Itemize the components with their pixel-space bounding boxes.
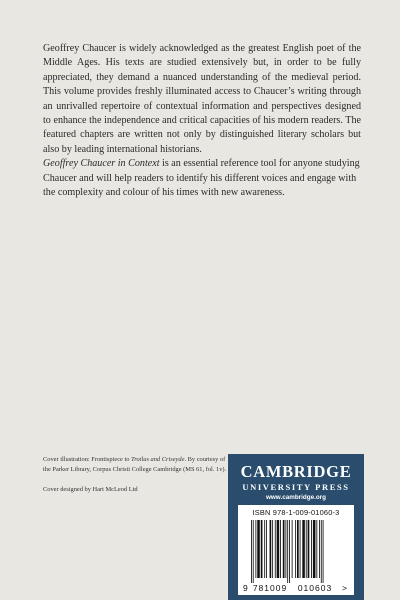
barcode-bar: [275, 520, 276, 578]
barcode-bar: [297, 520, 299, 578]
publisher-subtitle: UNIVERSITY PRESS: [242, 482, 350, 492]
barcode-bar: [277, 520, 280, 578]
barcode-bar: [300, 520, 301, 578]
blurb-paragraph-2-text: is an essential reference tool for anyone studying Chaucer and will help readers to identify his different voices and engage with the complexity and colour of his times with new awareness.: [43, 158, 360, 199]
publisher-box: [228, 454, 364, 600]
barcode-bar: [280, 520, 281, 578]
barcode-bar: [251, 520, 252, 583]
credit-work-title: Troilus and Criseyde: [131, 456, 185, 463]
barcode-bar: [302, 520, 305, 578]
cover-illustration-credit: [43, 455, 233, 475]
cover-designer-credit: Cover designed by Hart McLeod Ltd: [43, 486, 138, 494]
barcode-bar: [264, 520, 265, 578]
publisher-name: CAMBRIDGE: [240, 462, 352, 481]
barcode-bar: [306, 520, 307, 578]
isbn-label: ISBN 978-1-009-01060-3: [252, 508, 340, 517]
barcode-bar: [295, 520, 296, 578]
barcode-bar: [253, 520, 254, 583]
barcode-card: [238, 505, 354, 595]
barcode-arrow: >: [342, 583, 347, 593]
barcode-digits-right: 010603: [297, 583, 333, 593]
barcode-bar: [313, 520, 316, 578]
barcode-bar: [289, 520, 290, 583]
barcode-bar: [316, 520, 317, 578]
cover-credits: [43, 455, 233, 496]
blurb-paragraph-1: Geoffrey Chaucer is widely acknowledged as the greatest English poet of the Middle Ages. His texts are studied extensively but, in order to be fully appreciated, they demand a nuanced understanding of the medieval period. This volume provides freshly illuminated access to Chaucer’s writing through an unrivalled repertoire of contextual information and perspectives designed to enhance the independence and critical capacities of his modern readers. The featured chapters are written not only by distinguished literary scholars but also by leading international historians.: [43, 43, 361, 155]
credit-prefix: Cover illustration: Frontispiece to: [43, 456, 132, 463]
credit-suffix: . By courtesy of the Parker Library, Corpus Christi College Cambridge (MS 61, fol. 1v).: [43, 456, 227, 474]
barcode-bar: [266, 520, 267, 578]
barcode-bar: [308, 520, 310, 578]
barcode-bar: [285, 520, 286, 578]
blurb-paragraph-2: [43, 157, 361, 200]
barcode-bar: [272, 520, 273, 578]
barcode-digits-left: 781009: [252, 583, 288, 593]
barcode-bar: [257, 520, 260, 578]
barcode-digit-first: 9: [243, 583, 248, 593]
barcode-icon: [241, 518, 351, 593]
back-cover-blurb: [43, 42, 361, 200]
barcode-bar: [255, 520, 256, 578]
book-title-italic: Geoffrey Chaucer in Context: [43, 158, 160, 170]
barcode-bar: [323, 520, 324, 583]
barcode-bar: [311, 520, 312, 578]
barcode-bar: [292, 520, 293, 578]
barcode-bar: [261, 520, 263, 578]
barcode-bar: [319, 520, 320, 578]
barcode-bar: [287, 520, 288, 583]
barcode-bar: [321, 520, 322, 583]
publisher-url: www.cambridge.org: [266, 494, 326, 501]
barcode-bar: [270, 520, 272, 578]
barcode-bar: [283, 520, 285, 578]
